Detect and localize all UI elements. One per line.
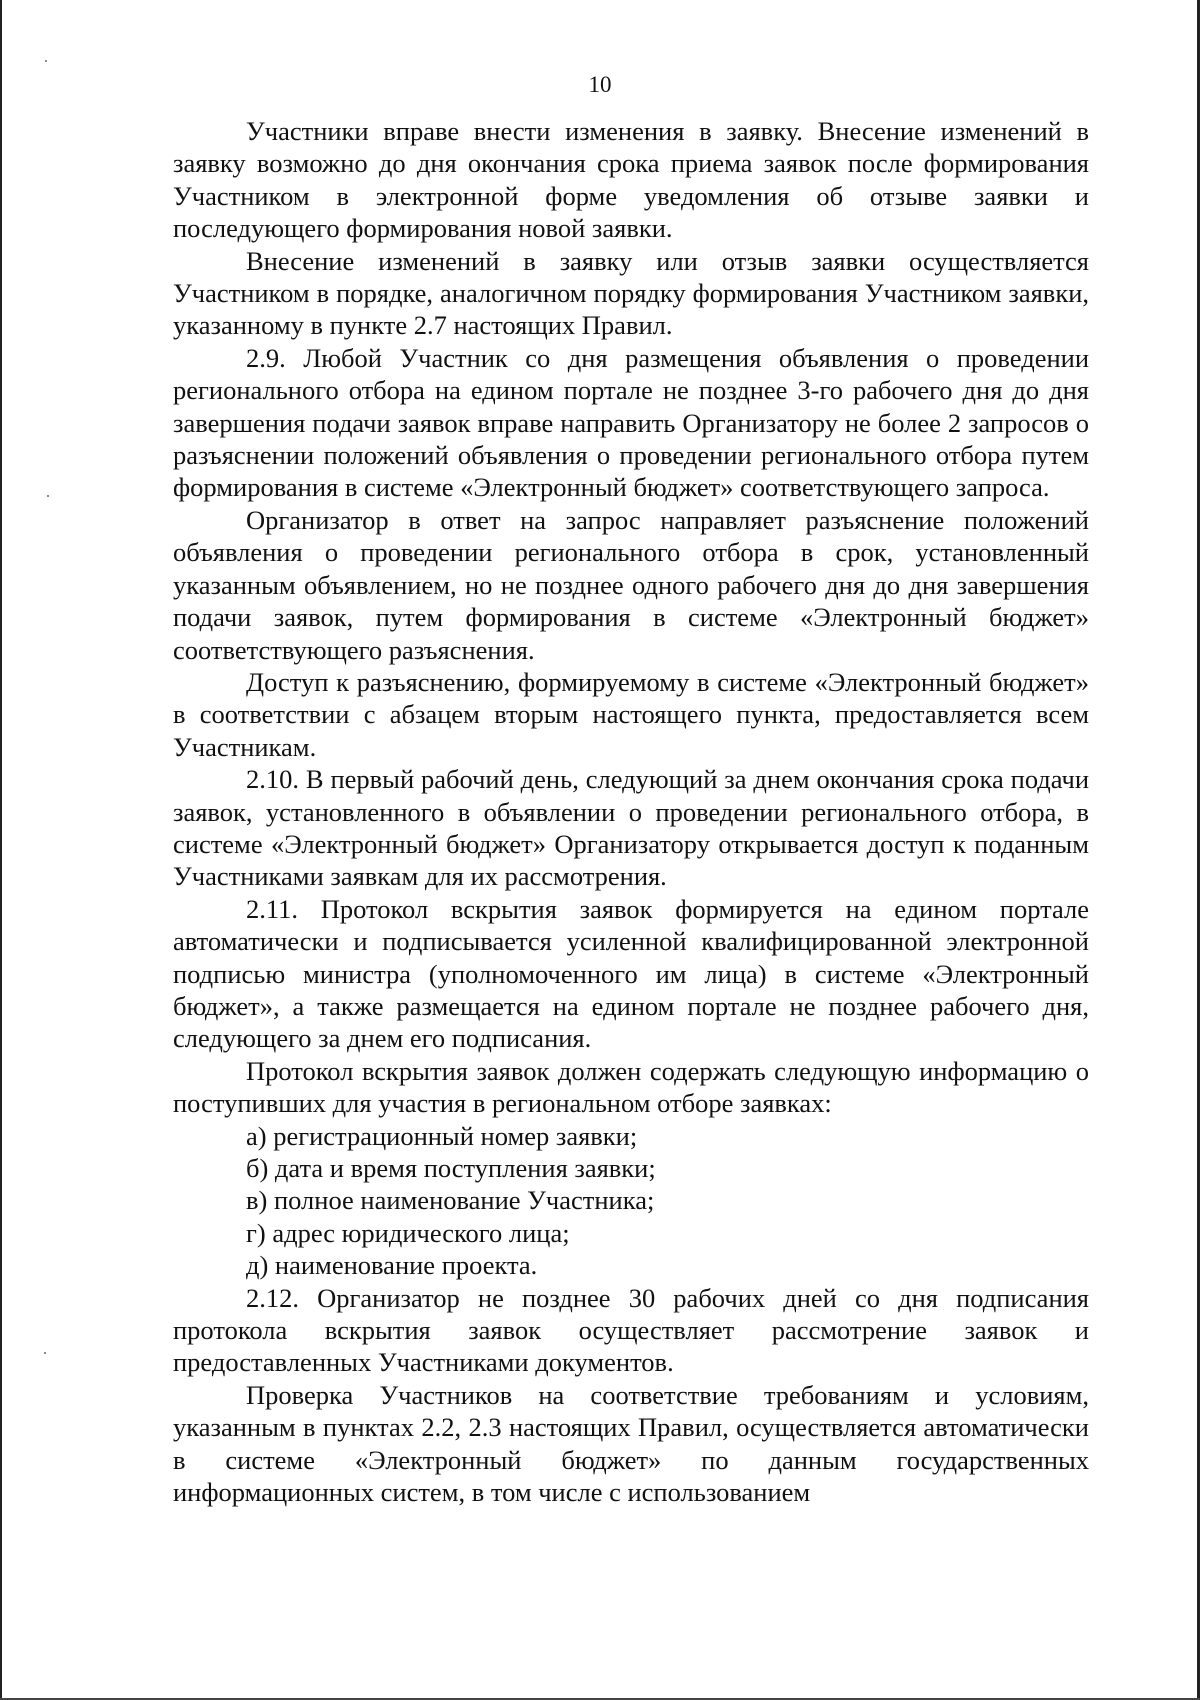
paragraph: Протокол вскрытия заявок должен содержать следующую информацию о поступивших для участия в региональном отборе заявках: <box>173 1055 1089 1119</box>
list-item: г) адрес юридического лица; <box>246 1217 570 1248</box>
paragraph: Организатор в ответ на запрос направляет разъяснение положений объявления о проведении регионального отбора в срок, установленный указанным объявлением, но не позднее одного рабочего дня до дня завершения подачи заявок, путем формирования в системе «Электронный бюджет» соответствующего разъяснения. <box>173 504 1089 665</box>
scan-speck <box>47 495 49 497</box>
paragraph: 2.11. Протокол вскрытия заявок формируется на едином портале автоматически и подписывается усиленной квалифицированной электронной подписью министра (уполномоченного им лица) в системе «Электронный бюджет», а также размещается на едином портале не позднее рабочего дня, следующего за днем его подписания. <box>173 893 1089 1054</box>
page-number: 10 <box>588 72 612 97</box>
paragraph: Проверка Участников на соответствие требованиям и условиям, указанным в пунктах 2.2, 2.3 настоящих Правил, осуществляется автоматически в системе «Электронный бюджет» по данным государственных информационных систем, в том числе с использованием <box>173 1379 1089 1508</box>
paragraph: Доступ к разъяснению, формируемому в системе «Электронный бюджет» в соответствии с абзацем вторым настоящего пункта, предоставляется всем Участникам. <box>173 666 1089 762</box>
paragraph: 2.10. В первый рабочий день, следующий за днем окончания срока подачи заявок, установленного в объявлении о проведении регионального отбора, в системе «Электронный бюджет» Организатору открывается доступ к поданным Участниками заявкам для их рассмотрения. <box>173 764 1089 892</box>
paragraph: 2.9. Любой Участник со дня размещения объявления о проведении регионального отбора на едином портале не позднее 3-го рабочего дня до дня завершения подачи заявок вправе направить Организатору не более 2 запросов о разъяснении положений объявления о проведении регионального отбора путем формирования в системе «Электронный бюджет» соответствующего запроса. <box>173 342 1089 503</box>
paragraph: Участники вправе внести изменения в заявку. Внесение изменений в заявку возможно до дня окончания срока приема заявок после формирования Участником в электронной форме уведомления об отзыве заявки и последующего формирования новой заявки. <box>173 116 1089 244</box>
document-body <box>173 115 1089 1508</box>
paragraph: Внесение изменений в заявку или отзыв заявки осуществляется Участником в порядке, аналогичном порядку формирования Участником заявки, указанному в пункте 2.7 настоящих Правил. <box>173 245 1089 341</box>
list-item: в) полное наименование Участника; <box>246 1185 655 1216</box>
scan-speck <box>44 1352 46 1354</box>
paragraph: 2.12. Организатор не позднее 30 рабочих дней со дня подписания протокола вскрытия заявок осуществляет рассмотрение заявок и предоставленных Участниками документов. <box>173 1282 1089 1378</box>
list-item: а) регистрационный номер заявки; <box>246 1120 638 1151</box>
scan-speck <box>45 60 47 62</box>
scan-edge-left <box>0 0 2 1700</box>
list-item: д) наименование проекта. <box>246 1250 538 1281</box>
list-item: б) дата и время поступления заявки; <box>246 1153 656 1183</box>
